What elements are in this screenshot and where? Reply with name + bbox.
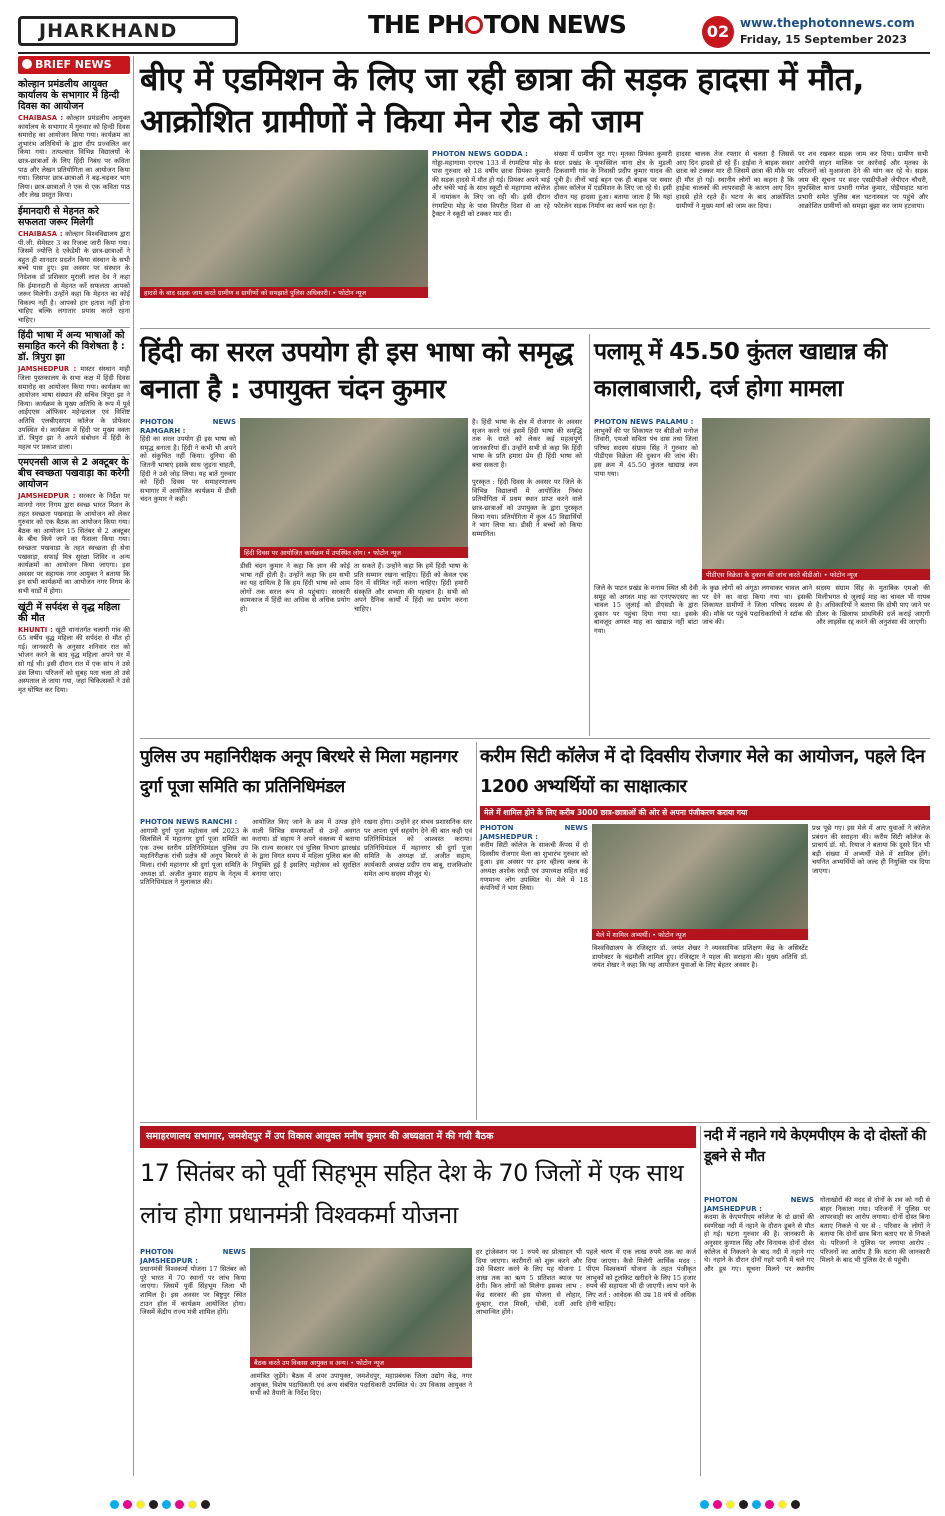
meeting-byline: PHOTON NEWS JAMSHEDPUR :	[140, 1248, 246, 1265]
brief-place: JAMSHEDPUR :	[18, 365, 77, 374]
hindi-paragraph: है। हिंदी भाषा के क्षेत्र में रोजगार के अवसर सृजन करने एवं इसमें हिंदी भाषा की समृद्धि तक के रास्ते को लेकर कई महत्वपूर्ण जानकारियां दीं। उन्होंने सभी से कहा कि हिंदी भाषा के प्रति हमारा प्रेम ही हिंदी भाषा को बचा सकता है।	[472, 418, 582, 469]
karim-byline: PHOTON NEWS JAMSHEDPUR :	[480, 824, 588, 841]
brief-headline: हिंदी भाषा में अन्य भाषाओं को समाहित करने की विशेषता है : डॉ. त्रिपुरा झा	[18, 327, 130, 363]
cyan-dot	[700, 1500, 709, 1509]
meeting-text-col-2	[250, 1372, 472, 1474]
brief-text: मास्टर संस्थान माही जिला पुस्तकालय के सभा कक्ष में हिंदी दिवस समारोह का आयोजन किया गया। कार्यक्रम का आयोजन भाषा संस्थान की सचिव त्रिपुरा झा ने किया। कार्यक्रम के मुख्य अतिथि के रूप में पूर्व आईएएस ऑफिसर महेन्द्रलाल एवं विशिष्ट अतिथि एलबीएसएम कॉलेज के प्रोफेसर उपस्थित थे। कार्यक्रम में हिंदी पर मुख्य वक्ता डॉ. त्रिपुरा झा ने अपने संबोधन में हिंदी के महत्व पर प्रकाश डाला।	[18, 365, 130, 451]
police-paragraph: आगामी दुर्गा पूजा महोत्सव वर्ष 2023 के सिलसिले में महानगर दुर्गा पूजा समिति का एक उच्च स्तरीय प्रतिनिधिमंडल पुलिस उप महानिरीक्षक रांची प्रक्षेत्र श्री अनूप बिरथरे से मिला। रांची महानगर श्री दुर्गा पूजा समिति के अध्यक्ष डॉ. अजीत कुमार सहाय के नेतृत्व में प्रतिनिधिमंडल ने मुलाकात की।	[140, 826, 248, 887]
brief-headline: कोल्हान प्रमंडलीय आयुक्त कार्यालय के सभागार में हिन्दी दिवस का आयोजन	[18, 79, 120, 112]
police-text-col-2	[252, 818, 360, 1118]
karim-text-col-1	[480, 824, 588, 1120]
meeting-banner	[140, 1126, 696, 1148]
lead-body-text-3	[676, 150, 794, 320]
brief-place: KHUNTI :	[18, 625, 53, 634]
masthead-rule	[18, 52, 930, 54]
drown-paragraph: कदमा के केएमपीएम कॉलेज के दो छात्रों की स्वर्णरेखा नदी में नहाने के दौरान डूबने से मौत हो गई। घटना गुरुवार की है। जानकारी के अनुसार कुणाल सिंह और विनायक दोनों दोस्त कॉलेज से निकलने के बाद नदी में नहाने गए थे। नहाने के दौरान दोनों गहरे पानी में चले गए और डूब गए। सूचना मिलने पर स्थानीय गोताखोरों की मदद से दोनों के शव को नदी से बाहर निकाला गया। परिजनों ने पुलिस पर लापरवाही का आरोप लगाया। दोनों दोस्त बिना बताए निकले थे घर से : परिवार के लोगों ने बताया कि दोनों छात्र बिना बताए घर से निकले थे। परिजनों ने पुलिस पर लगाया आरोप : परिजनों का आरोप है कि घटना की जानकारी मिलने के बाद भी पुलिस देर से पहुंची।	[704, 1196, 930, 1273]
cyan-dot	[752, 1500, 761, 1509]
lead-body-text-4	[798, 150, 928, 320]
palamu-byline: PHOTON NEWS PALAMU :	[594, 418, 694, 426]
masthead	[0, 0, 945, 56]
meeting-photo	[250, 1248, 472, 1368]
lead-photo	[140, 150, 428, 298]
lead-paragraph: पर शव रखकर सड़क जाम कर दिया। ग्रामीण सभी आरोपी वाहन मालिक पर कार्रवाई और मृतका के परिजनों को मुआवजा देने की मांग कर रहे थे। सड़क जाम की सूचना पर सदर एसडीपीओ जेपीएन चौधरी, मुफस्सिल थाना प्रभारी गणेश कुमार, पोड़ैयाहाट थाना प्रभारी समेत पुलिस बल घटनास्थल पर पहुंचे और आक्रोशित ग्रामीणों को समझा बुझा कर जाम हटवाया।	[798, 150, 928, 210]
lead-body-text-1	[432, 150, 550, 320]
black-dot	[791, 1500, 800, 1509]
yellow-dot	[778, 1500, 787, 1509]
karim-paragraph: प्रश्न पूछे गए। इस मेले में आए युवाओं ने कॉलेज प्रबंधन की सराहना की। करीम सिटी कॉलेज के प्राचार्य डॉ. मो. रियाज ने बताया कि दूसरे दिन भी बड़ी संख्या में अभ्यर्थी मेले में शामिल होंगे। चयनित अभ्यर्थियों को जल्द ही नियुक्ति पत्र दिया जाएगा।	[812, 824, 930, 875]
hindi-text-col-2	[240, 562, 350, 734]
hindi-paragraph: पुरस्कृत : हिंदी दिवस के अवसर पर जिले के विभिन्न विद्यालयों में आयोजित निबंध प्रतियोगिता में प्रथम स्थान प्राप्त करने वाले छात्र-छात्राओं को उपायुक्त के द्वारा पुरस्कृत किया गया। प्रतियोगिता में कुल 45 विद्यार्थियों ने भाग लिया था। डीसी ने बच्चों को किया सम्मानित।	[472, 478, 582, 538]
brief-news-column	[18, 56, 130, 1476]
meeting-text-col-1	[140, 1248, 246, 1474]
newspaper-title	[368, 10, 626, 50]
website-url[interactable]: www.thephotonnews.com	[740, 16, 915, 30]
issue-date: Friday, 15 September 2023	[740, 33, 908, 46]
hindi-text-col-4	[472, 418, 582, 734]
column-divider	[476, 742, 477, 1120]
brief-item	[18, 454, 130, 595]
section-name: JHARKHAND	[39, 20, 178, 42]
brief-text: कोल्हान विश्वविद्यालय द्वारा पी.जी. सेमेस्टर 3 का रिजल्ट जारी किया गया। जिसमें ज्योत्ति दे एकेडेमी के छात्र-छात्राओं ने बहुत ही शानदार प्रदर्शन किया संस्थान के सभी बच्चे पास हुए। इस अवसर पर संस्थान के निदेशक डॉ प्रशिकार मुराली लाल देव ने कहा कि ईमानदारी से मेहनत करें सफलता आपको जरूर मिलेगी। उन्होंने कहा कि मेहनत का कोई विकल्प नहीं है। आपको हार हताश नहीं होना चाहिए बल्कि लगातार प्रयास करते रहना चाहिए।	[18, 229, 130, 324]
palamu-text-col-3	[702, 584, 812, 734]
brief-item	[18, 203, 130, 325]
page-number-badge	[702, 16, 734, 48]
brief-text: कोल्हान प्रमंडलीय आयुक्त कार्यालय के सभागार में गुरुवार को हिन्दी दिवस समारोह का आयोजन किया गया। कार्यक्रम का शुभारंभ अतिथियों के द्वारा दीप प्रज्वलित कर किया गया। तत्पश्चात विभिन्न विद्यालयों के छात्र-छात्राओं के लिए हिंदी निबंध पर कविता पाठ और लेखन प्रतियोगिता का आयोजन किया गया। जिसपर छात्र-छात्राओं ने बढ़-चढ़कर भाग लिया। छात्र-छात्राओं ने एक से एक कविता पाठ और लेख प्रस्तुत किया।	[18, 114, 130, 200]
brief-place: CHAIBASA :	[18, 114, 64, 122]
lead-body-text-2	[554, 150, 672, 320]
registration-marks	[700, 1494, 940, 1508]
drown-headline: नदी में नहाने गये केएमपीएम के दो दोस्तों की डूबने से मौत	[704, 1128, 926, 1165]
brief-item	[18, 327, 130, 451]
police-headline: पुलिस उप महानिरीक्षक अनूप बिरथरे से मिला महानगर दुर्गा पूजा समिति का प्रतिनिधिमंडल	[140, 747, 458, 797]
column-divider	[589, 334, 590, 736]
page-number: 02	[706, 22, 730, 41]
drown-byline: PHOTON NEWS JAMSHEDPUR :	[704, 1196, 814, 1213]
hindi-text-col-3	[354, 562, 468, 734]
column-divider	[133, 56, 134, 1476]
palamu-paragraph: के कुछ लोगों को अंगूठा लगवाकर चावल आने पर देने का वादा किया गया था। इसकी शिकायत ग्रामीणों ने जिला परिषद सदस्य से की। मौके पर पहुंचे पदाधिकारियों ने स्टॉक की जांच की।	[702, 584, 812, 627]
meeting-paragraph: हर ट्रांजेक्शन पर 1 रुपये का प्रोत्साहन भी दिया जाएगा। कारीगरों को शुरू करने और उसे विस्तार करने के लिए यह योजना 1 लाख तक का ऋण 5 प्रतिशत ब्याज पर देगी। किन लोगों को मिलेगा इसका लाभ : केंद्र सरकार की इस योजना से लोहार, कुम्हार, राज मिस्त्री, धोबी, दर्जी आदि लाभान्वित होंगे।	[476, 1248, 582, 1317]
title-part-2: TON NEWS	[483, 10, 626, 39]
brief-item	[18, 599, 130, 695]
registration-marks	[110, 1494, 360, 1508]
magenta-dot	[765, 1500, 774, 1509]
meeting-paragraph: प्रधानमंत्री विश्वकर्मा योजना 17 सितंबर को पूरे भारत में 70 स्थानों पर लांच किया जाएगा। जिसमें पूर्वी सिंहभूम जिला भी शामिल है। इस अवसर पर बिष्टुपुर स्थित टाउन हॉल में कार्यक्रम आयोजित होगा। जिसमें केंद्रीय राज्य मंत्री शामिल होंगे।	[140, 1265, 246, 1317]
hindi-headline: हिंदी का सरल उपयोग ही इस भाषा को समृद्ध बनाता है : उपायुक्त चंदन कुमार	[140, 337, 573, 405]
palamu-text-col-2	[594, 584, 698, 734]
magenta-dot	[175, 1500, 184, 1509]
meeting-text-col-4	[586, 1248, 696, 1474]
brief-text: सरकार के निर्देश पर मानगो नगर निगम द्वारा स्वच्छ भारत मिशन के तहत स्वच्छता पखवाड़ा के आयोजन को लेकर गुरुवार को एक बैठक का आयोजन किया गया। बैठक का आयोजन 15 सितंबर से 2 अक्टूबर के बीच किये जाने का फैसला किया गया। स्वच्छता पखवाड़ा के तहत स्वच्छता ही सेवा पखवाड़ा, सफाई मित्र सुरक्षा शिविर व अन्य कार्यक्रमों का आयोजन किया जाएगा। इस अवसर पर सहायक नगर आयुक्त ने बताया कि इन सभी कार्यक्रमों का आयोजन नगर निगम के सभी वार्डों में होगा।	[18, 492, 130, 595]
palamu-paragraph: सदस्य संग्राम सिंह के मुताबिक एमओ की मिलीभगत से जुलाई माह का चावल भी गायब है। अधिकारियों ने बताया कि दोषी पाए जाने पर डीलर के खिलाफ प्राथमिकी दर्ज कराई जाएगी और लाइसेंस रद्द करने की अनुशंसा की जाएगी।	[816, 584, 930, 627]
police-paragraph: आयोजित किए जाने के क्रम में उत्पन्न होने वाली विभिन्न समस्याओं से उन्हें अवगत कराया। डॉ सहाय ने अपने वक्तव्य में बताया कि राज्य सरकार एवं पुलिस विभाग झारखंड के द्वारा विगत समय में महिला पुलिस बल की नियुक्ति हुई है इसलिए महोत्सव को सुरक्षित बनाया जाए।	[252, 818, 360, 878]
karim-text-col-2	[592, 944, 808, 1120]
lead-paragraph: हादसा चालक तेज रफ्तार से चलता है जिससे आए दिन हादसे हो रहे हैं। हाईवा ने बाइक सवार छात्रा को टक्कर मार दी जिसमें छात्रा की मौके पर ही मौत हो गई। स्थानीय लोगों का कहना है कि हाईवा चालकों की लापरवाही के कारण आए दिन हादसे होते रहते हैं। घटना के बाद आक्रोशित ग्रामीणों ने मुख्य मार्ग को जाम कर दिया।	[676, 150, 794, 210]
brief-text: खूंटी थानांतर्गत चलागी गांव की 65 वर्षीय वृद्ध महिला की सर्पदंश से मौत हो गई। जानकारी के अनुसार शनिवार रात को भोजन करने के बाद वृद्ध महिला अपने घर में सो गई थी। इसी दौरान रात में एक सांप ने उसे डंस लिया। परिजनों को सुबह पता चला तो उसे अस्पताल ले जाया गया, जहां चिकित्सकों ने उसे मृत घोषित कर दिया।	[18, 625, 130, 694]
brief-headline: खूंटी में सर्पदंश से वृद्ध महिला की मौत	[18, 599, 130, 624]
karim-headline: करीम सिटी कॉलेज में दो दिवसीय रोजगार मेले का आयोजन, पहले दिन 1200 अभ्यर्थियों का साक्षात्कार	[480, 746, 925, 797]
black-dot	[201, 1500, 210, 1509]
police-text-col-1	[140, 818, 248, 1118]
black-dot	[739, 1500, 748, 1509]
karim-photo	[592, 824, 808, 940]
meeting-paragraph: पहले चरण में एक लाख रुपये तक का कर्ज दिया जाएगा। कैसे मिलेगी आर्थिक मदद : पीएम विश्वकर्मा योजना के तहत पंजीकृत लाभुकों को टूलकिट खरीदने के लिए 15 हजार रुपये की सहायता भी दी जाएगी। लाभ पाने के लिए शर्त : आवेदक की उम्र 18 वर्ष से अधिक होनी चाहिए।	[586, 1248, 696, 1308]
police-byline: PHOTON NEWS RANCHI :	[140, 818, 238, 826]
meeting-paragraph: आमंत्रित जुड़ेंगे। बैठक में अपर उपायुक्त, जमशेदपुर, महाप्रबंधक जिला उद्योग केंद्र, नगर आयुक्त, विशेष पदाधिकारी एवं अन्य संबंधित पदाधिकारी उपस्थित थे। उप विकास आयुक्त ने सभी को तैयारी के निर्देश दिए।	[250, 1372, 472, 1398]
photon-logo-icon	[465, 16, 483, 34]
brief-news-header	[18, 56, 130, 74]
palamu-paragraph: लाभुकों की पर शिकायत पर बीडीओ मनोज तिवारी, एमओ सविता पंच दास तथा जिला परिषद सदस्य संग्राम सिंह ने गुरुवार को पीडीएस विक्रेता की दुकान की जांच की। इस क्रम में 45.50 कुंतल खाद्यान्न कम पाया गया।	[594, 426, 698, 478]
brief-headline: एमएनसी आज से 2 अक्टूबर के बीच स्वच्छता पखवाड़ा का करेगी आयोजन	[18, 454, 130, 490]
meeting-banner-text: समाहरणालय सभागार, जमशेदपुर में उप विकास आयुक्त मनीष कुमार की अध्यक्षता में की गयी बैठक	[146, 1131, 494, 1142]
cyan-dot	[110, 1500, 119, 1509]
lead-paragraph: गोड्डा-महागामा एनएच 133 में रंगमटिया मोड़ के पास गुरुवार को 18 वर्षीय छात्रा प्रियंका कुमारी की सड़क हादसे में मौत हो गई। प्रियंका अपने भाई और चचेरे भाई के साथ स्कूटी से महागामा कॉलेज में नामांकन के लिए जा रही थी। इसी दौरान रंगमटिया मोड़ के पास विपरीत दिशा से आ रहे ट्रैक्टर ने स्कूटी को टक्कर मार दी।	[432, 158, 550, 219]
brief-item	[18, 77, 130, 200]
hindi-paragraph: डीसी चंदन कुमार ने कहा कि ज्ञान की कोई भाषा नहीं होती है। उन्होंने कहा कि हम सभी का यह दायित्व है कि हम हिंदी भाषा को आम लोगों तक सरल रूप से पहुंचाएं। सरकारी कामकाज में हिंदी का अधिक से अधिक प्रयोग हो।	[240, 562, 350, 613]
karim-banner-text: मेले में शामिल होने के लिए करीब 3000 छात्र-छात्राओं की ओर से अपना पंजीकरण कराया गया	[484, 808, 748, 817]
hindi-photo	[240, 418, 468, 558]
yellow-dot	[188, 1500, 197, 1509]
black-dot	[149, 1500, 158, 1509]
hindi-byline: PHOTON NEWS RAMGARH :	[140, 418, 236, 435]
palamu-headline: पलामू में 45.50 कुंतल खाद्यान्न की कालाबाजारी, दर्ज होगा मामला	[594, 339, 887, 402]
brief-place: JAMSHEDPUR :	[18, 492, 76, 501]
palamu-photo	[702, 418, 930, 580]
lead-photo-caption: हादसे के बाद सड़क जाम करते ग्रामीण व ग्रामीणों को समझाते पुलिस अधिकारी। • फोटोन न्यूज	[140, 287, 428, 298]
magenta-dot	[123, 1500, 132, 1509]
palamu-paragraph: जिले के पाटन प्रखंड के मनाथ स्थित श्री देवी समूह को अगस्त माह का एनएफएसए का चावल 15 जुलाई को डीएसडी के द्वारा दुकान पर पहुंचा दिया गया था। इसके बावजूद अगस्त माह का खाद्यान्न नहीं बांटा गया।	[594, 584, 698, 635]
yellow-dot	[136, 1500, 145, 1509]
magenta-dot	[713, 1500, 722, 1509]
title-part-1: THE PH	[368, 10, 464, 39]
police-paragraph: रखना होगा। उन्होंने हर संभव प्रशासनिक स्तर पर अपना पूर्ण सहयोग देने की बात कही एवं प्रतिनिधिमंडल को आश्वस्त कराया। प्रतिनिधिमंडल में महानगर श्री दुर्गा पूजा समिति के अध्यक्ष डॉ. अजीत सहाय, कार्यकारी अध्यक्ष प्रदीप राय बाबू, राजकिशोर समेत अन्य सदस्य मौजूद थे।	[364, 818, 472, 878]
police-text-col-3	[364, 818, 472, 1118]
lead-headline: बीए में एडमिशन के लिए जा रही छात्रा की सड़क हादसा में मौत, आक्रोशित ग्रामीणों ने किया मेन रोड को जाम	[140, 60, 865, 140]
meeting-photo-caption: बैठक करते उप विकास आयुक्त व अन्य। • फोटोन न्यूज	[250, 1357, 472, 1368]
section-label	[18, 16, 238, 46]
hindi-paragraph: हिंदी का सरल उपयोग ही इस भाषा को समृद्ध बनाता है। हिंदी ने कभी भी अपने को संकुचित नहीं किया। दुनिया की जितनी भाषाएं इसके साथ जुड़ना चाहती, हिंदी ने उसे जोड़ लिया। यह बातें गुरुवार को हिंदी दिवस पर समाहरणालय सभागार में आयोजित कार्यक्रम में डीसी चंदन कुमार ने कही।	[140, 435, 236, 504]
lead-byline: PHOTON NEWS GODDA :	[432, 150, 528, 158]
karim-paragraph: करीम सिटी कॉलेज के साकची कैंपस में दो दिवसीय रोजगार मेला का शुभारंभ गुरुवार को हुआ। इस अवसर पर इनर व्हील्स क्लब के अध्यक्ष अशोक रवड़ी एवं उपाध्यक्ष सहित कई गणमान्य लोग उपस्थित थे। मेले में 18 कंपनियों ने भाग लिया।	[480, 841, 588, 893]
brief-news-label: BRIEF NEWS	[35, 58, 112, 71]
drown-text	[704, 1196, 930, 1474]
section-rule	[140, 328, 930, 329]
meeting-headline: 17 सितंबर को पूर्वी सिहभूम सहित देश के 70 जिलों में एक साथ लांच होगा प्रधानमंत्री विश्वकर्मा योजना	[140, 1159, 684, 1229]
column-divider	[700, 1126, 701, 1476]
karim-paragraph: विश्वविद्यालय के रजिस्ट्रार डॉ. जयंत शेखर ने व्यवसायिक प्रशिक्षण केंद्र के असिस्टेंट डायरेक्टर के चंद्रमौली शामिल हुए। रजिस्ट्रार ने पहल की सराहना की। मुख्य अतिथि डॉ. जयंत शेखर ने कहा कि यह आयोजन युवाओं के लिए बेहतर अवसर है।	[592, 944, 808, 970]
karim-banner	[480, 806, 930, 820]
cyan-dot	[162, 1500, 171, 1509]
brief-headline: ईमानदारी से मेहनत करे सफलता जरूर मिलेगी	[18, 203, 130, 228]
palamu-text-col-1	[594, 418, 698, 580]
karim-text-col-3	[812, 824, 930, 1120]
section-rule	[140, 738, 930, 739]
palamu-photo-caption: पीडीएस विक्रेता के दुकान की जांच करते बीडीओ। • फोटोन न्यूज	[702, 569, 930, 580]
lead-paragraph: संख्या में ग्रामीण जुट गए। मृतका प्रियंका कुमारी सदर प्रखंड के मुफस्सिल थाना क्षेत्र के मुड़ली टिकवाणी गांव के निवासी प्रदीप कुमार यादव की पुत्री है। तीनों भाई बहन एक ही बाइक पर सवार होकर कॉलेज में एडमिशन के लिए जा रहे थे। इसी दौरान यह हादसा हुआ। बताया जाता है कि यहां फोरलेन सड़क निर्माण का कार्य चल रहा है।	[554, 150, 672, 210]
palamu-text-col-4	[816, 584, 930, 734]
section-rule	[140, 1122, 930, 1123]
karim-photo-caption: मेले में शामिल अभ्यर्थी। • फोटोन न्यूज	[592, 929, 808, 940]
hindi-photo-caption: हिंदी दिवस पर आयोजित कार्यक्रम में उपस्थित लोग। • फोटोन न्यूज	[240, 547, 468, 558]
yellow-dot	[726, 1500, 735, 1509]
bell-icon	[22, 59, 32, 69]
brief-place: CHAIBASA :	[18, 229, 63, 238]
hindi-paragraph: ता सकते हैं। उन्होंने कहा कि हमें हिंदी भाषा के प्रति सम्मान रखना चाहिए। हिंदी को केवल एक दिन में सीमित नहीं करना चाहिए। हिंदी हमारी संस्कृति और सभ्यता की पहचान है। सभी को अपने दैनिक कार्यों में हिंदी का प्रयोग करना चाहिए।	[354, 562, 468, 613]
meeting-text-col-3	[476, 1248, 582, 1474]
hindi-text-col-1	[140, 418, 236, 734]
